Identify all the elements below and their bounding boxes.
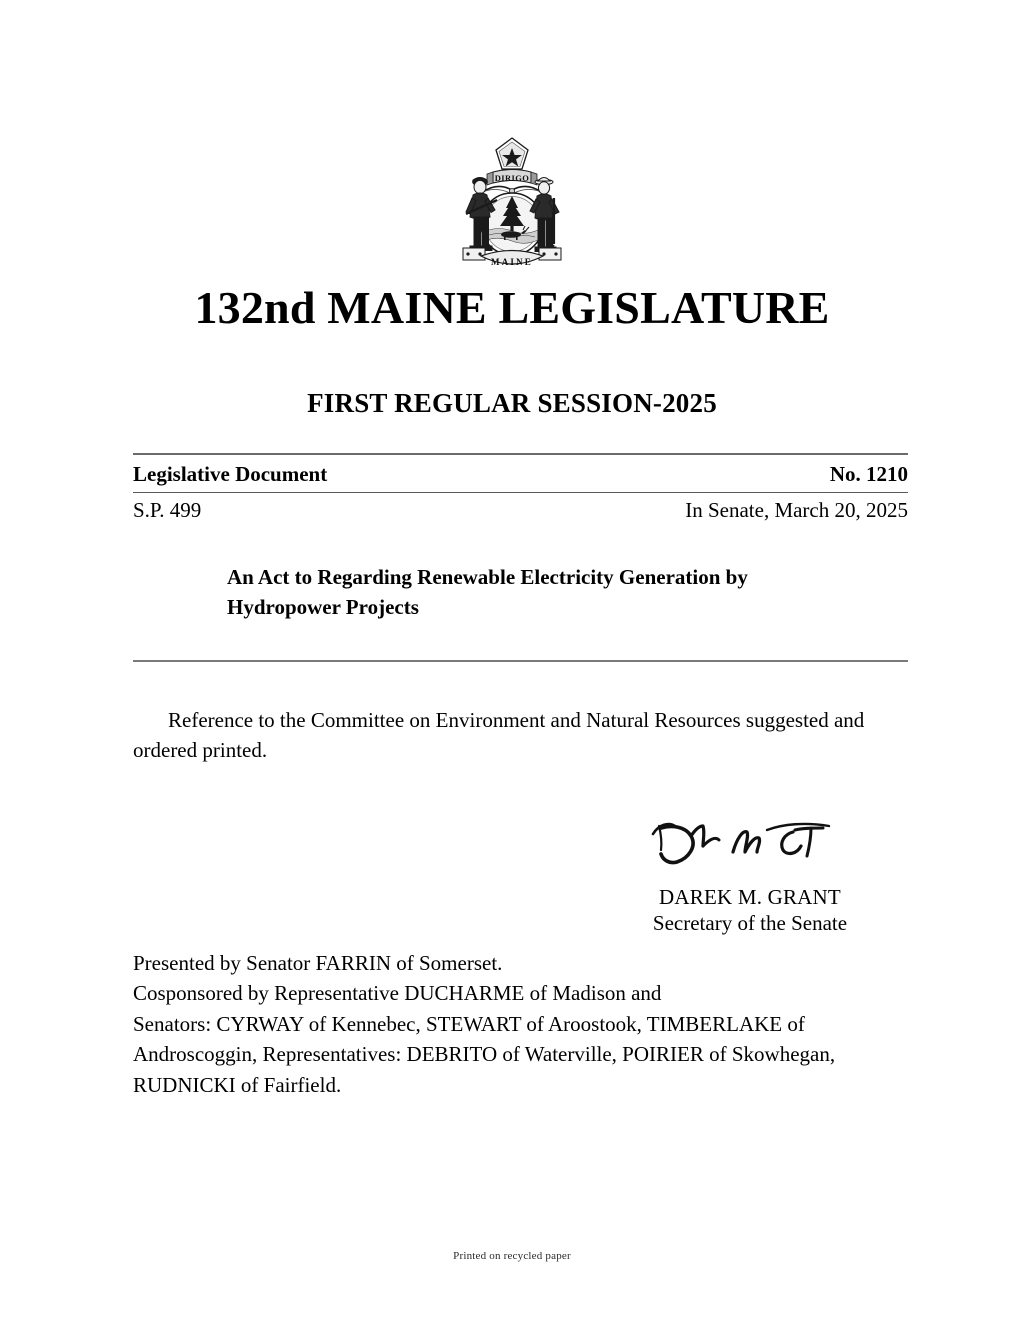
session-title: FIRST REGULAR SESSION-2025 (307, 388, 717, 418)
sponsor-line: Cosponsored by Representative DUCHARME of Madison and (133, 981, 662, 1006)
sponsor-line: Presented by Senator FARRIN of Somerset. (133, 951, 503, 975)
page-footer-note: Printed on recycled paper (453, 1250, 571, 1262)
secretary-name: DAREK M. GRANT (659, 885, 841, 909)
document-identifier-row (133, 462, 908, 487)
sponsor-line: Senators: CYRWAY of Kennebec, STEWART of Aroostook, TIMBERLAKE of (133, 1011, 805, 1036)
signature-block (590, 812, 910, 937)
state-seal-container (0, 136, 1024, 270)
header-top-rule (133, 453, 908, 456)
svg-text:DIRIGO: DIRIGO (494, 173, 530, 183)
maine-state-seal-icon (453, 136, 571, 270)
handwritten-signature-icon (645, 812, 855, 882)
sponsor-line: Androscoggin, Representatives: DEBRITO of Waterville, POIRIER of Skowhegan, (133, 1042, 836, 1067)
paper-identifier-row (133, 498, 908, 523)
committee-reference-text: Reference to the Committee on Environment and Natural Resources suggested and ordered printed. (133, 708, 865, 762)
document-number: No. 1210 (829, 462, 908, 486)
header-bottom-rule (133, 660, 908, 662)
act-title: An Act to Regarding Renewable Electricity Generation by Hydropower Projects (227, 565, 748, 619)
header-middle-rule (133, 492, 908, 493)
document-type-label: Legislative Document (133, 462, 328, 486)
paper-number: S.P. 499 (133, 498, 202, 522)
chamber-and-date: In Senate, March 20, 2025 (685, 498, 908, 522)
secretary-role: Secretary of the Senate (652, 911, 848, 936)
svg-text:MAINE: MAINE (491, 257, 533, 267)
sponsor-line: RUDNICKI of Fairfield. (133, 1072, 342, 1097)
sponsors-block (133, 948, 923, 1100)
legislature-title: 132nd MAINE LEGISLATURE (194, 282, 830, 333)
